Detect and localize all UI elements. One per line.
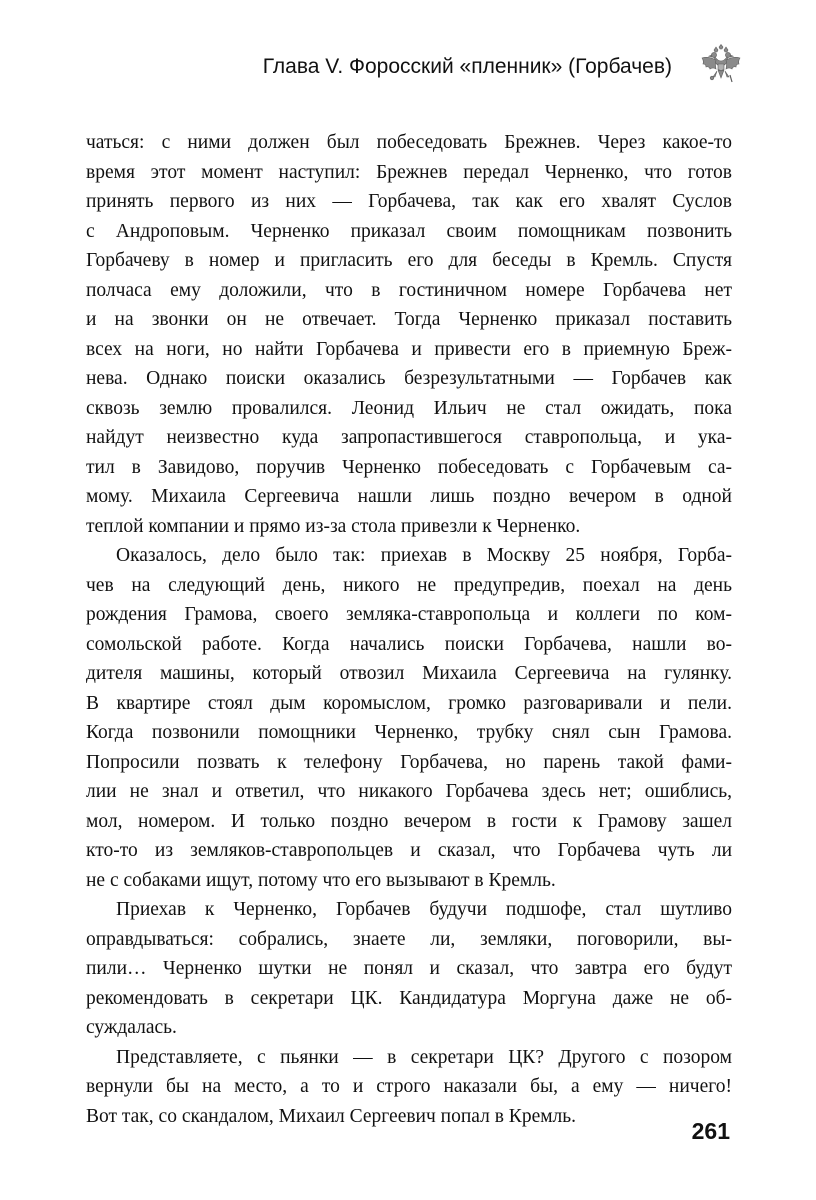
text-line: и на звонки он не отвечает. Тогда Черненко приказал поставить (86, 309, 732, 330)
running-header-title: Глава V. Форосский «пленник» (Горбачев) (262, 55, 672, 78)
text-line: чаться: с ними должен был побеседовать Брежнев. Через какое-то (86, 132, 732, 153)
text-line: теплой компании и прямо из-за стола привезли к Черненко. (86, 515, 581, 537)
text-line: лии не знал и ответил, что никакого Горбачева здесь нет; ошиблись, (86, 781, 732, 802)
text-line: чев на следующий день, никого не предупредив, поехал на день (86, 574, 732, 596)
text-line: Приехав к Черненко, Горбачев будучи подшофе, стал шутливо (116, 899, 732, 920)
text-line: мол, номером. И только поздно вечером в гости к Грамову зашел (86, 810, 732, 832)
text-line: всех на ноги, но найти Горбачева и привести его в приемную Бреж- (86, 338, 732, 360)
text-line: с Андроповым. Черненко приказал своим помощникам позвонить (86, 220, 732, 242)
text-line: сквозь землю провалился. Леонид Ильич не стал ожидать, пока (86, 397, 732, 419)
text-line: пили… Черненко шутки не понял и сказал, что завтра его будут (86, 958, 732, 979)
double-headed-eagle-icon (699, 44, 743, 88)
text-line: найдут неизвестно куда запропастившегося ставропольца, и ука- (86, 427, 732, 448)
text-line: вернули бы на место, а то и строго наказали бы, а ему — ничего! (86, 1076, 732, 1097)
paragraph-1 (86, 128, 732, 541)
text-line: не с собаками ищут, потому что его вызывают в Кремль. (86, 869, 556, 891)
text-line: дителя машины, который отвозил Михаила Сергеевича на гулянку. (86, 663, 732, 684)
text-line: Представляете, с пьянки — в секретари ЦК? Другого с позором (116, 1046, 732, 1068)
text-line: оправдываться: собрались, знаете ли, земляки, поговорили, вы- (86, 928, 732, 950)
paragraph-3 (86, 895, 732, 1043)
text-line: полчаса ему доложили, что в гостиничном номере Горбачева нет (86, 279, 732, 301)
text-line: тил в Завидово, поручив Черненко побеседовать с Горбачевым са- (86, 456, 732, 478)
text-line: мому. Михаила Сергеевича нашли лишь поздно вечером в одной (86, 486, 732, 507)
page-number: 261 (691, 1118, 730, 1144)
text-line: В квартире стоял дым коромыслом, громко разговаривали и пели. (86, 692, 732, 714)
text-line: нева. Однако поиски оказались безрезультатными — Горбачев как (86, 368, 732, 389)
paragraph-2 (86, 541, 732, 895)
text-line: Попросили позвать к телефону Горбачева, но парень такой фами- (86, 751, 732, 773)
text-line: Оказалось, дело было так: приехав в Москву 25 ноября, Горба- (116, 545, 732, 566)
text-line: принять первого из них — Горбачева, так как его хвалят Суслов (86, 191, 732, 212)
text-line: суждалась. (86, 1017, 177, 1038)
body-text (86, 128, 732, 1131)
text-line: сомольской работе. Когда начались поиски Горбачева, нашли во- (86, 633, 732, 655)
text-line: рекомендовать в секретари ЦК. Кандидатура Моргуна даже не об- (86, 987, 732, 1009)
text-line: время этот момент наступил: Брежнев передал Черненко, что готов (86, 161, 732, 183)
text-line: кто-то из земляков-ставропольцев и сказал, что Горбачева чуть ли (86, 840, 732, 861)
text-line: Горбачеву в номер и пригласить его для беседы в Кремль. Спустя (86, 250, 732, 271)
text-line: Когда позвонили помощники Черненко, трубку снял сын Грамова. (86, 722, 732, 743)
text-line: рождения Грамова, своего земляка-ставропольца и коллеги по ком- (86, 604, 732, 625)
text-line: Вот так, со скандалом, Михаил Сергеевич попал в Кремль. (86, 1105, 577, 1127)
